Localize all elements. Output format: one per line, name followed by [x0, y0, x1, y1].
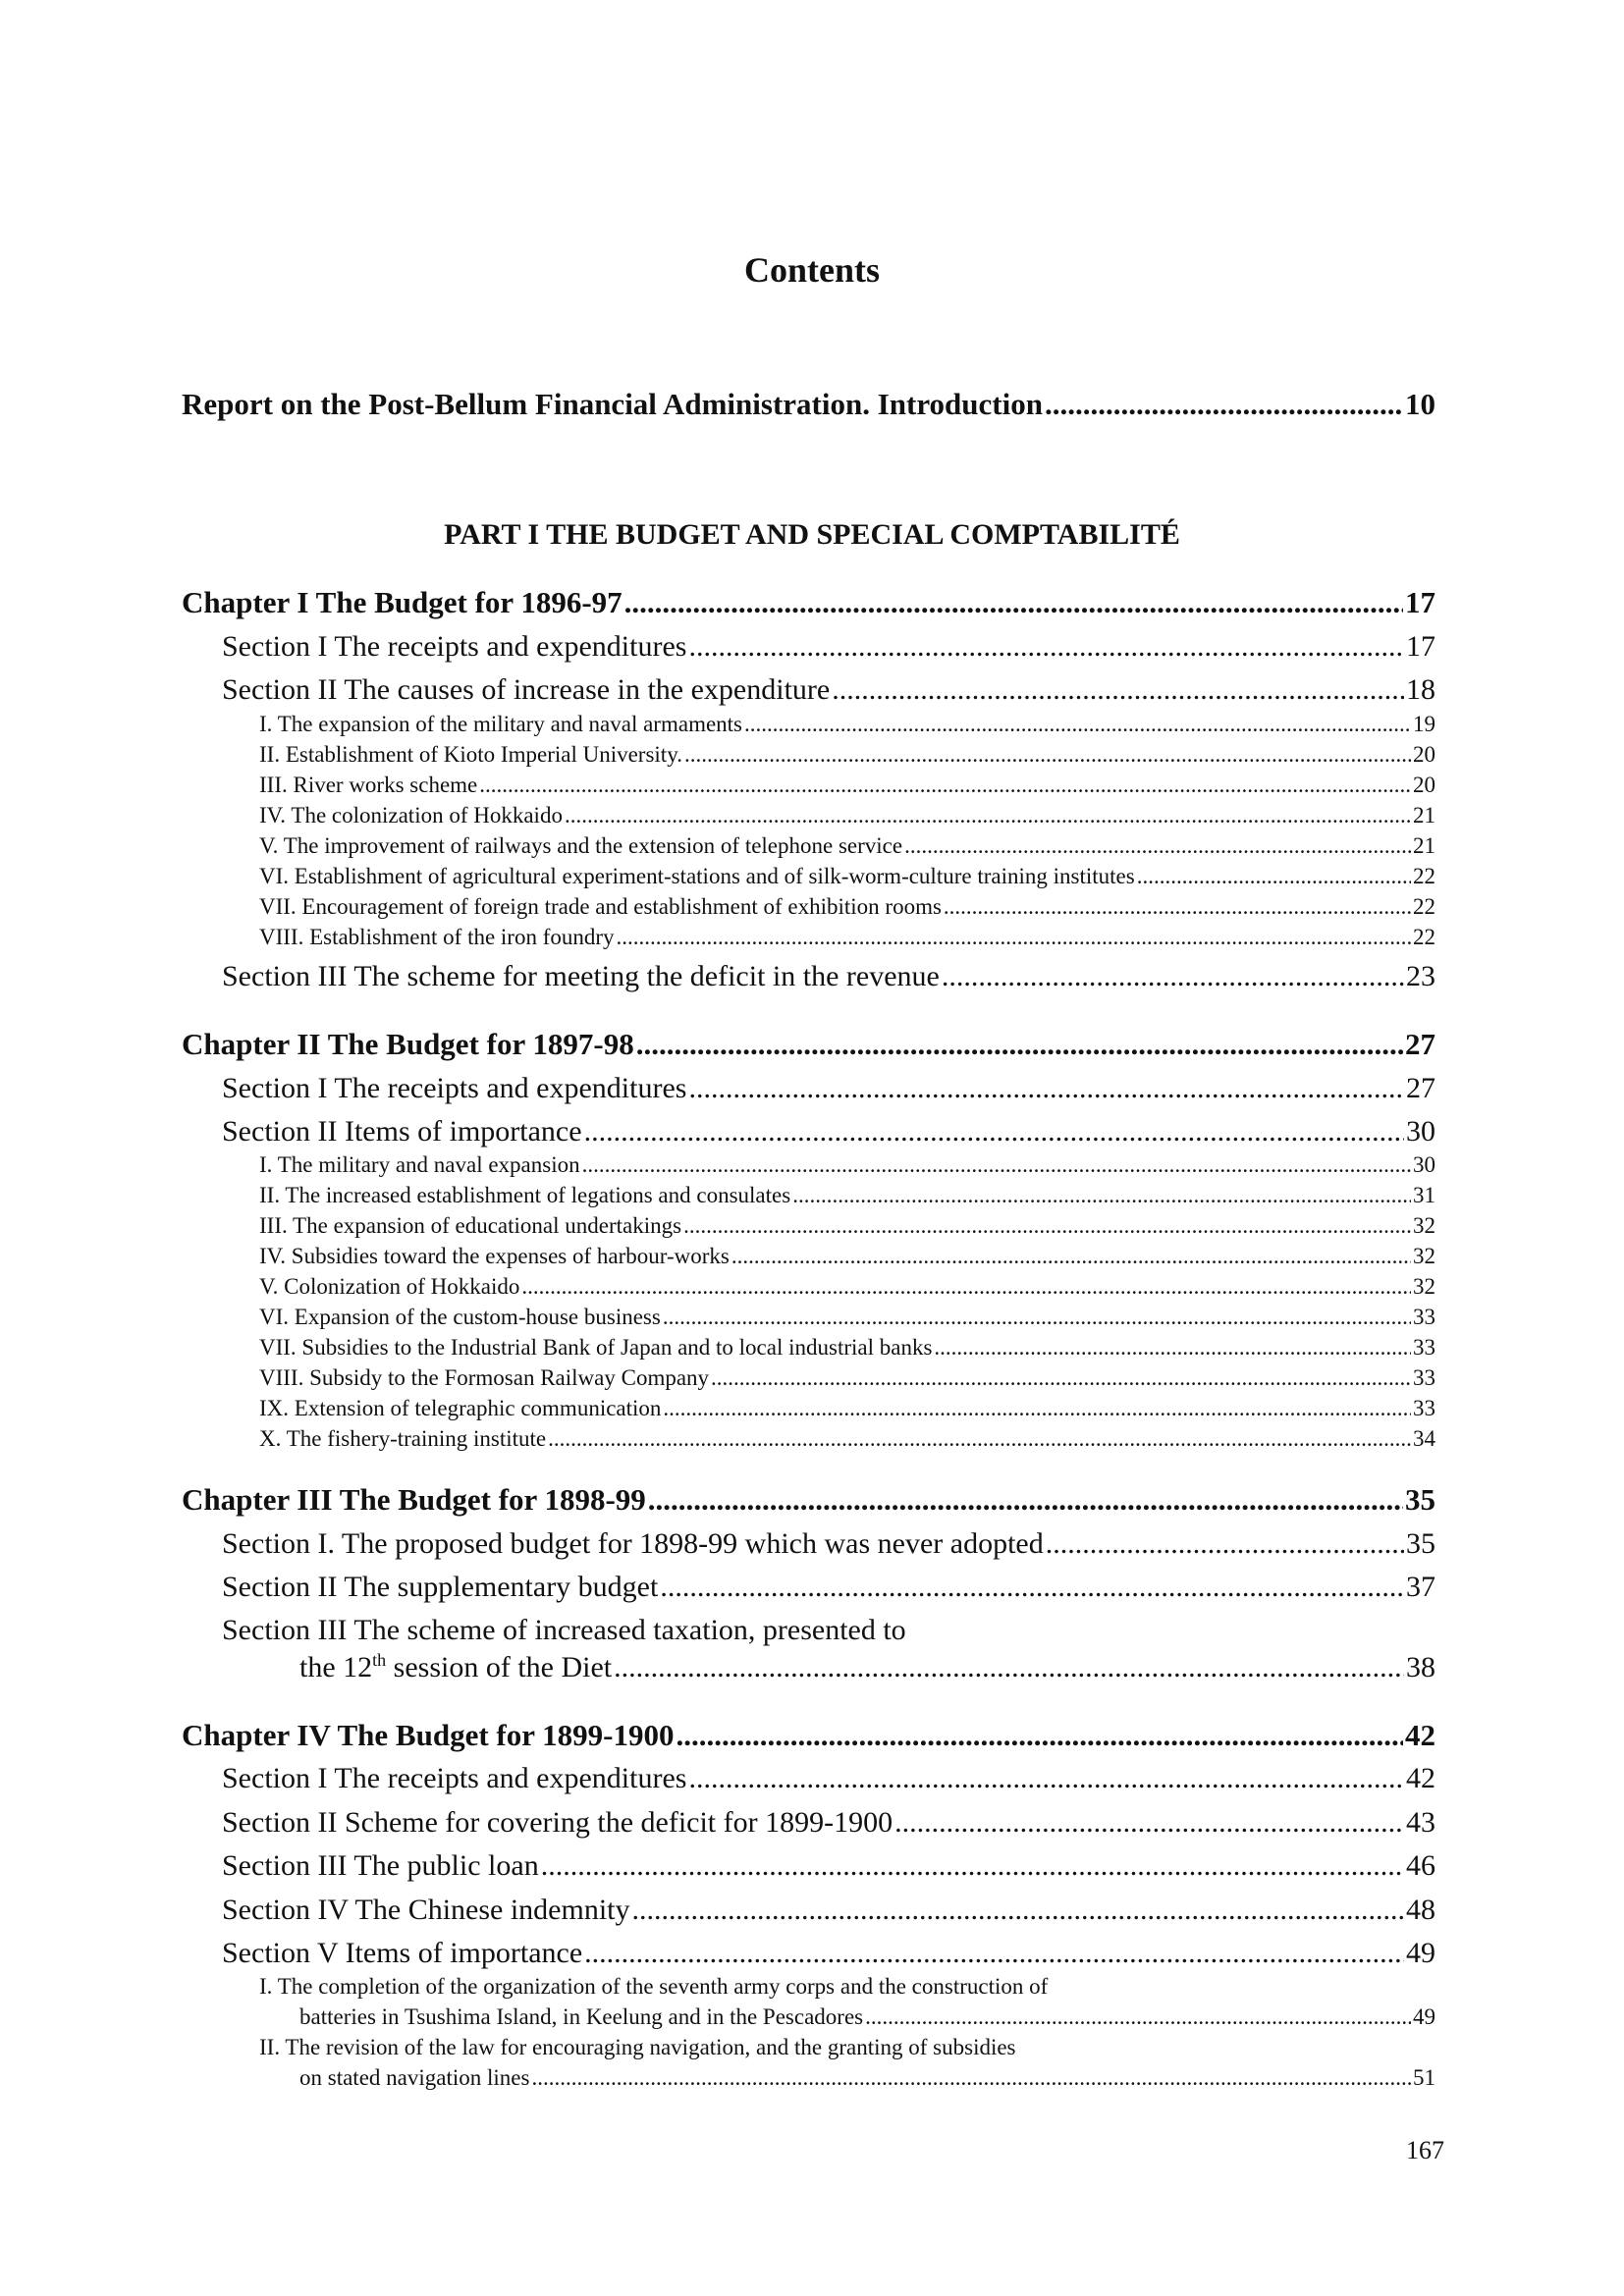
- toc-chapter-3[interactable]: [182, 1482, 1435, 1518]
- entry-page: 22: [1413, 894, 1435, 919]
- entry-title: I. The expansion of the military and naval armaments: [259, 712, 743, 736]
- entry-title: [299, 1651, 612, 1684]
- entry-page: 23: [1406, 960, 1435, 992]
- dot-leader: [744, 712, 1411, 737]
- toc-section-line1[interactable]: Section III The scheme of increased taxation, presented to: [222, 1614, 906, 1646]
- toc-item[interactable]: [259, 864, 1435, 889]
- toc-section[interactable]: [222, 1571, 1435, 1604]
- toc-section[interactable]: [222, 1806, 1435, 1840]
- dot-leader: [792, 1183, 1411, 1208]
- dot-leader: [636, 1027, 1403, 1062]
- toc-item-line1[interactable]: I. The completion of the organization of the seventh army corps and the construction of: [259, 1974, 1049, 1999]
- entry-page: 33: [1413, 1335, 1435, 1360]
- dot-leader: [731, 1244, 1411, 1269]
- toc-item[interactable]: [259, 773, 1435, 798]
- entry-title: III. The expansion of educational undertakings: [259, 1213, 682, 1238]
- toc-section[interactable]: [222, 1072, 1435, 1105]
- entry-title: I. The military and naval expansion: [259, 1152, 580, 1177]
- entry-page: 17: [1406, 630, 1435, 663]
- entry-title: Section III The public loan: [222, 1849, 539, 1882]
- dot-leader: [1046, 1527, 1404, 1561]
- dot-leader: [624, 585, 1403, 620]
- entry-title: Section I The receipts and expenditures: [222, 1762, 687, 1794]
- entry-title: V. Colonization of Hokkaido: [259, 1274, 520, 1299]
- entry-title: III. River works scheme: [259, 773, 478, 797]
- dot-leader: [1045, 387, 1403, 422]
- entry-title: VII. Encouragement of foreign trade and establishment of exhibition rooms: [259, 894, 942, 919]
- dot-leader: [479, 773, 1411, 798]
- entry-title: Section II Scheme for covering the deficit for 1899-1900: [222, 1806, 893, 1839]
- toc-item[interactable]: [259, 803, 1435, 828]
- toc-section[interactable]: [222, 1527, 1435, 1561]
- entry-page: 21: [1413, 833, 1435, 858]
- title-part: session of the Diet: [386, 1651, 613, 1683]
- entry-page: 19: [1413, 712, 1435, 736]
- dot-leader: [688, 1762, 1404, 1795]
- toc-section[interactable]: [222, 1762, 1435, 1795]
- entry-title: Chapter I The Budget for 1896-97: [182, 585, 623, 619]
- dot-leader: [934, 1335, 1411, 1361]
- entry-page: 20: [1413, 742, 1435, 767]
- dot-leader: [663, 1305, 1411, 1330]
- entry-page: 34: [1413, 1426, 1435, 1451]
- entry-title: Section II The causes of increase in the expenditure: [222, 673, 831, 706]
- entry-title: Section II Items of importance: [222, 1115, 582, 1148]
- toc-item[interactable]: [259, 1365, 1435, 1391]
- dot-leader: [565, 803, 1411, 828]
- toc-item[interactable]: [259, 1305, 1435, 1330]
- entry-title: Section I The receipts and expenditures: [222, 630, 687, 663]
- dot-leader: [632, 1894, 1404, 1927]
- dot-leader: [832, 673, 1404, 707]
- entry-page: 27: [1406, 1072, 1435, 1104]
- entry-title: Report on the Post-Bellum Financial Administration. Introduction: [182, 387, 1043, 421]
- toc-section[interactable]: [299, 1651, 1435, 1684]
- dot-leader: [648, 1482, 1403, 1518]
- entry-page: 51: [1413, 2065, 1435, 2090]
- ordinal-suffix: th: [372, 1650, 387, 1670]
- entry-title: II. The increased establishment of legations and consulates: [259, 1183, 791, 1207]
- toc-chapter-1[interactable]: [182, 585, 1435, 620]
- entry-page: 43: [1406, 1806, 1435, 1839]
- toc-item[interactable]: [259, 1426, 1435, 1452]
- entry-page: 42: [1405, 1718, 1435, 1752]
- entry-page: 22: [1413, 864, 1435, 888]
- entry-title: Section II The supplementary budget: [222, 1571, 659, 1603]
- entry-page: 32: [1413, 1244, 1435, 1268]
- toc-item[interactable]: [259, 1396, 1435, 1421]
- toc-item[interactable]: [299, 2004, 1435, 2030]
- dot-leader: [660, 1571, 1404, 1604]
- dot-leader: [582, 1152, 1411, 1178]
- entry-page: 49: [1413, 2004, 1435, 2029]
- toc-item[interactable]: [259, 1213, 1435, 1239]
- toc-section[interactable]: [222, 673, 1435, 707]
- toc-section[interactable]: [222, 1115, 1435, 1148]
- entry-title: IX. Extension of telegraphic communication: [259, 1396, 662, 1420]
- dot-leader: [688, 1072, 1404, 1105]
- dot-leader: [663, 1396, 1411, 1421]
- entry-page: 35: [1405, 1482, 1435, 1517]
- toc-item[interactable]: [259, 712, 1435, 737]
- entry-title: batteries in Tsushima Island, in Keelung and in the Pescadores: [299, 2004, 864, 2029]
- entry-page: 17: [1405, 585, 1435, 619]
- entry-title: on stated navigation lines: [299, 2065, 530, 2090]
- entry-page: 33: [1413, 1305, 1435, 1329]
- toc-section[interactable]: [222, 960, 1435, 993]
- dot-leader: [521, 1274, 1411, 1300]
- entry-page: 27: [1405, 1027, 1435, 1061]
- entry-title: Section I. The proposed budget for 1898-99 which was never adopted: [222, 1527, 1044, 1560]
- part-heading: PART I THE BUDGET AND SPECIAL COMPTABILITÉ: [444, 518, 1180, 551]
- entry-title: Section III The scheme for meeting the deficit in the revenue: [222, 960, 940, 992]
- entry-title: Chapter II The Budget for 1897-98: [182, 1027, 634, 1061]
- entry-title: VII. Subsidies to the Industrial Bank of Japan and to local industrial banks: [259, 1335, 933, 1360]
- dot-leader: [1137, 864, 1411, 889]
- entry-title: Section IV The Chinese indemnity: [222, 1894, 630, 1926]
- entry-page: 37: [1406, 1571, 1435, 1603]
- toc-chapter-4[interactable]: [182, 1718, 1435, 1753]
- toc-item[interactable]: [259, 894, 1435, 920]
- dot-leader: [684, 742, 1411, 768]
- toc-item[interactable]: [259, 1335, 1435, 1361]
- entry-page: 18: [1406, 673, 1435, 706]
- dot-leader: [944, 894, 1411, 920]
- dot-leader: [584, 1937, 1404, 1970]
- entry-title: IV. The colonization of Hokkaido: [259, 803, 563, 828]
- entry-page: 20: [1413, 773, 1435, 797]
- entry-page: 22: [1413, 925, 1435, 949]
- entry-title: Section V Items of importance: [222, 1937, 583, 1969]
- toc-item[interactable]: [259, 833, 1435, 859]
- toc-item[interactable]: [259, 1274, 1435, 1300]
- toc-item[interactable]: [259, 1244, 1435, 1269]
- dot-leader: [942, 960, 1404, 993]
- toc-item-line1[interactable]: II. The revision of the law for encouraging navigation, and the granting of subsidies: [259, 2035, 1016, 2059]
- dot-leader: [677, 1718, 1404, 1753]
- entry-title: VIII. Subsidy to the Formosan Railway Company: [259, 1365, 710, 1390]
- entry-page: 10: [1405, 387, 1435, 421]
- entry-title: X. The fishery-training institute: [259, 1426, 547, 1451]
- entry-title: VIII. Establishment of the iron foundry: [259, 925, 615, 949]
- dot-leader: [894, 1806, 1404, 1840]
- entry-page: 33: [1413, 1396, 1435, 1420]
- toc-item[interactable]: [259, 925, 1435, 950]
- entry-title: Chapter IV The Budget for 1899-1900: [182, 1718, 675, 1752]
- entry-page: 32: [1413, 1213, 1435, 1238]
- title-part: the 12: [299, 1651, 373, 1683]
- dot-leader: [865, 2004, 1411, 2030]
- entry-page: 38: [1406, 1651, 1435, 1683]
- entry-page: 35: [1406, 1527, 1435, 1560]
- toc-item[interactable]: [259, 1152, 1435, 1178]
- toc-section[interactable]: [222, 1937, 1435, 1970]
- entry-title: IV. Subsidies toward the expenses of harbour-works: [259, 1244, 730, 1268]
- dot-leader: [584, 1115, 1404, 1148]
- dot-leader: [688, 630, 1404, 664]
- toc-entry-introduction[interactable]: [182, 387, 1435, 422]
- entry-title: VI. Establishment of agricultural experiment-stations and of silk-worm-culture training institutes: [259, 864, 1135, 888]
- entry-page: 48: [1406, 1894, 1435, 1926]
- dot-leader: [614, 1651, 1404, 1684]
- entry-title: II. Establishment of Kioto Imperial University.: [259, 742, 682, 767]
- entry-page: 21: [1413, 803, 1435, 828]
- entry-title: Chapter III The Budget for 1898-99: [182, 1482, 646, 1517]
- toc-item[interactable]: [259, 742, 1435, 768]
- entry-page: 46: [1406, 1849, 1435, 1882]
- entry-page: 33: [1413, 1365, 1435, 1390]
- entry-title: Section I The receipts and expenditures: [222, 1072, 687, 1104]
- dot-leader: [548, 1426, 1411, 1452]
- toc-section[interactable]: [222, 1849, 1435, 1883]
- dot-leader: [531, 2065, 1411, 2091]
- entry-page: 30: [1413, 1152, 1435, 1177]
- toc-chapter-2[interactable]: [182, 1027, 1435, 1062]
- toc-section[interactable]: [222, 1894, 1435, 1927]
- toc-item[interactable]: [259, 1183, 1435, 1208]
- entry-page: 31: [1413, 1183, 1435, 1207]
- page-number: 167: [1406, 2136, 1444, 2164]
- entry-title: VI. Expansion of the custom-house business: [259, 1305, 661, 1329]
- entry-page: 49: [1406, 1937, 1435, 1969]
- toc-section[interactable]: [222, 630, 1435, 664]
- entry-page: 30: [1406, 1115, 1435, 1148]
- dot-leader: [711, 1365, 1411, 1391]
- dot-leader: [617, 925, 1411, 950]
- dot-leader: [904, 833, 1411, 859]
- dot-leader: [683, 1213, 1411, 1239]
- page-title: Contents: [743, 250, 880, 290]
- toc-item[interactable]: [299, 2065, 1435, 2091]
- entry-page: 42: [1406, 1762, 1435, 1794]
- entry-title: V. The improvement of railways and the extension of telephone service: [259, 833, 903, 858]
- dot-leader: [541, 1849, 1404, 1883]
- entry-page: 32: [1413, 1274, 1435, 1299]
